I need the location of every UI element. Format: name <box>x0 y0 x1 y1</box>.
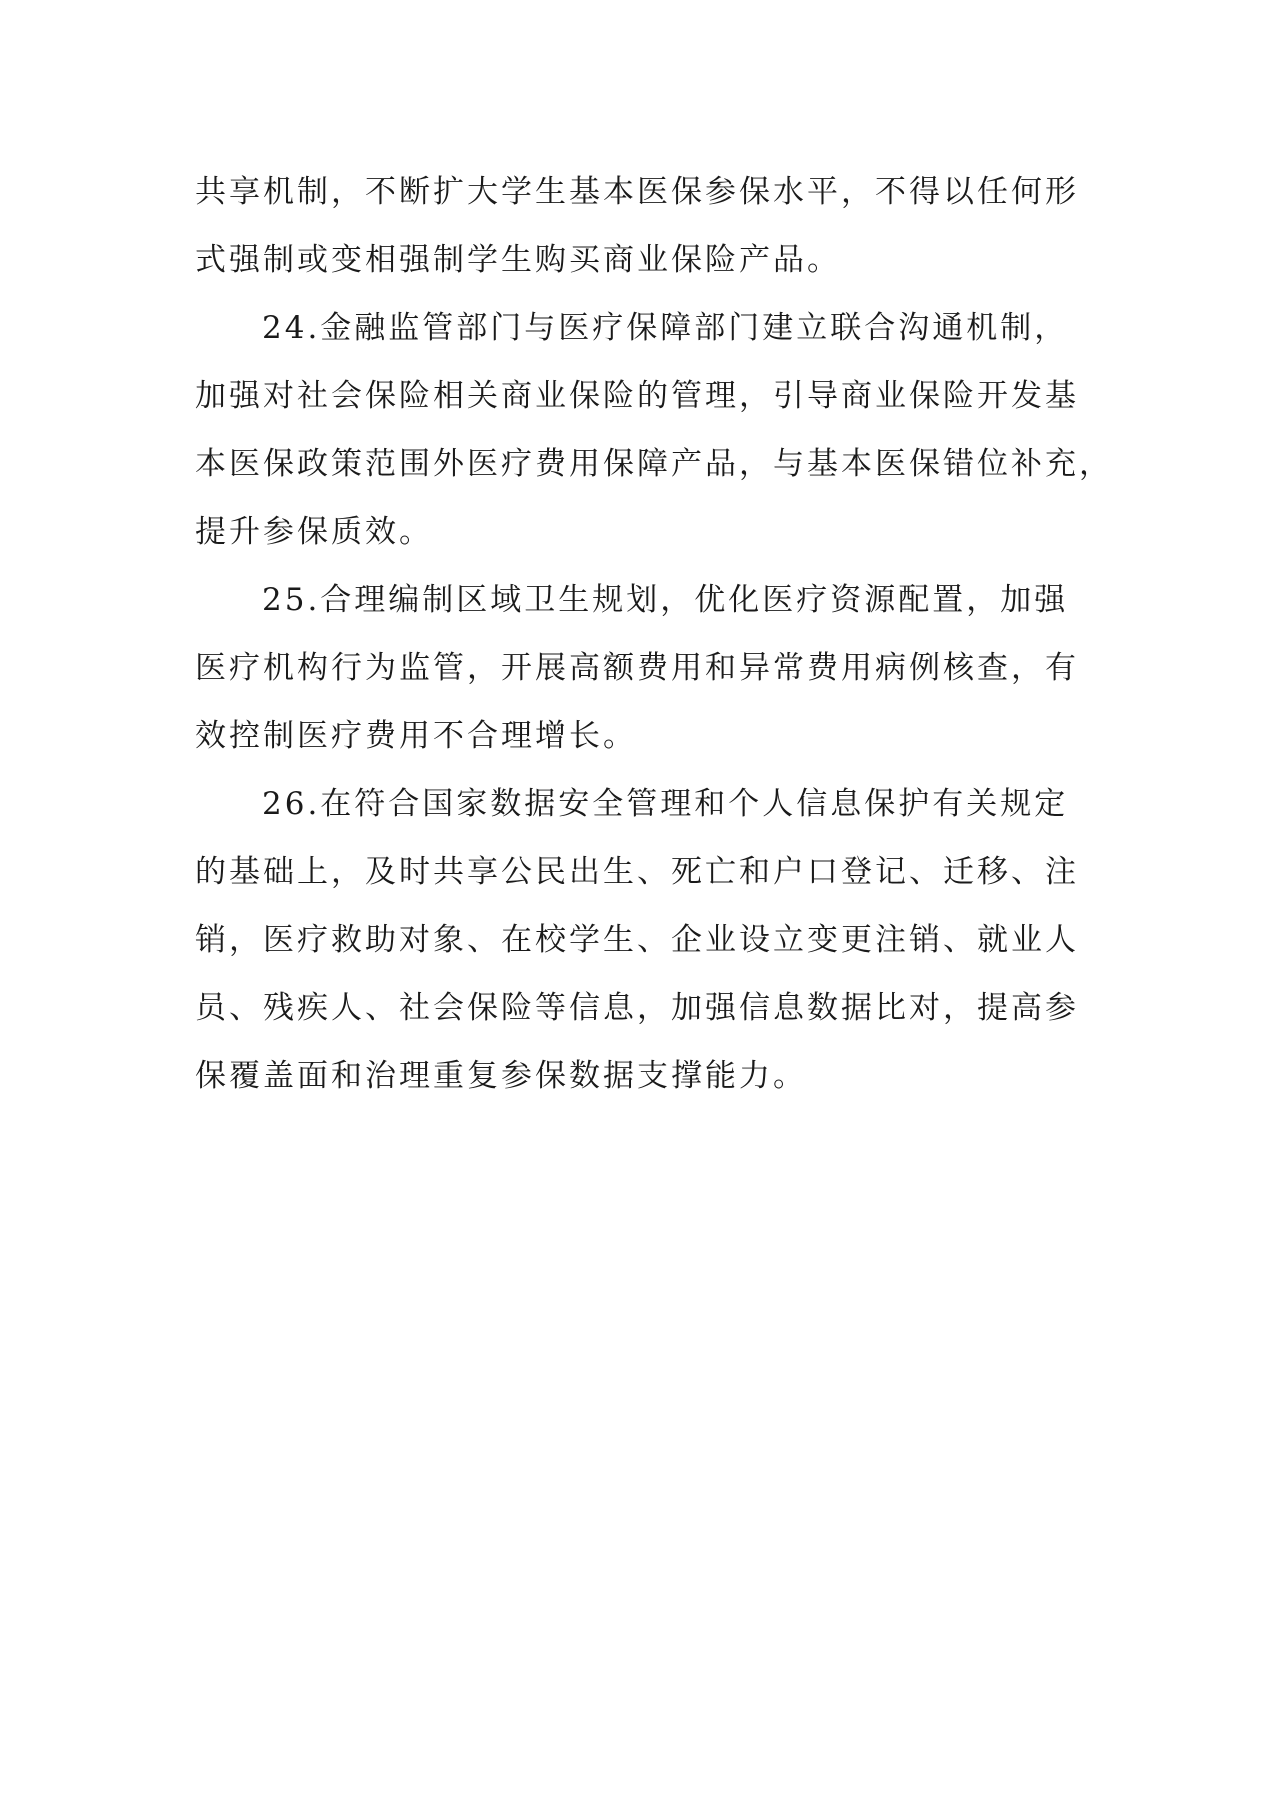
paragraph-23-line-1: 共享机制，不断扩大学生基本医保参保水平，不得以任何形 <box>195 174 1079 210</box>
paragraph-25-line-1: 25.合理编制区域卫生规划，优化医疗资源配置，加强 <box>262 582 1069 618</box>
paragraph-24-line-4: 提升参保质效。 <box>195 514 433 550</box>
paragraph-24-line-2: 加强对社会保险相关商业保险的管理，引导商业保险开发基 <box>195 378 1079 414</box>
paragraph-26-line-5: 保覆盖面和治理重复参保数据支撑能力。 <box>195 1058 807 1094</box>
paragraph-26-line-4: 员、残疾人、社会保险等信息，加强信息数据比对，提高参 <box>195 990 1079 1026</box>
paragraph-24-line-3: 本医保政策范围外医疗费用保障产品，与基本医保错位补充， <box>195 446 1113 482</box>
paragraph-24-line-1: 24.金融监管部门与医疗保障部门建立联合沟通机制， <box>262 310 1069 346</box>
paragraph-26-line-3: 销，医疗救助对象、在校学生、企业设立变更注销、就业人 <box>195 922 1079 958</box>
paragraph-25-line-3: 效控制医疗费用不合理增长。 <box>195 718 637 754</box>
paragraph-26-line-2: 的基础上，及时共享公民出生、死亡和户口登记、迁移、注 <box>195 854 1079 890</box>
paragraph-23-line-2: 式强制或变相强制学生购买商业保险产品。 <box>195 242 841 278</box>
paragraph-26-line-1: 26.在符合国家数据安全管理和个人信息保护有关规定 <box>262 786 1069 822</box>
paragraph-25-line-2: 医疗机构行为监管，开展高额费用和异常费用病例核查，有 <box>195 650 1079 686</box>
